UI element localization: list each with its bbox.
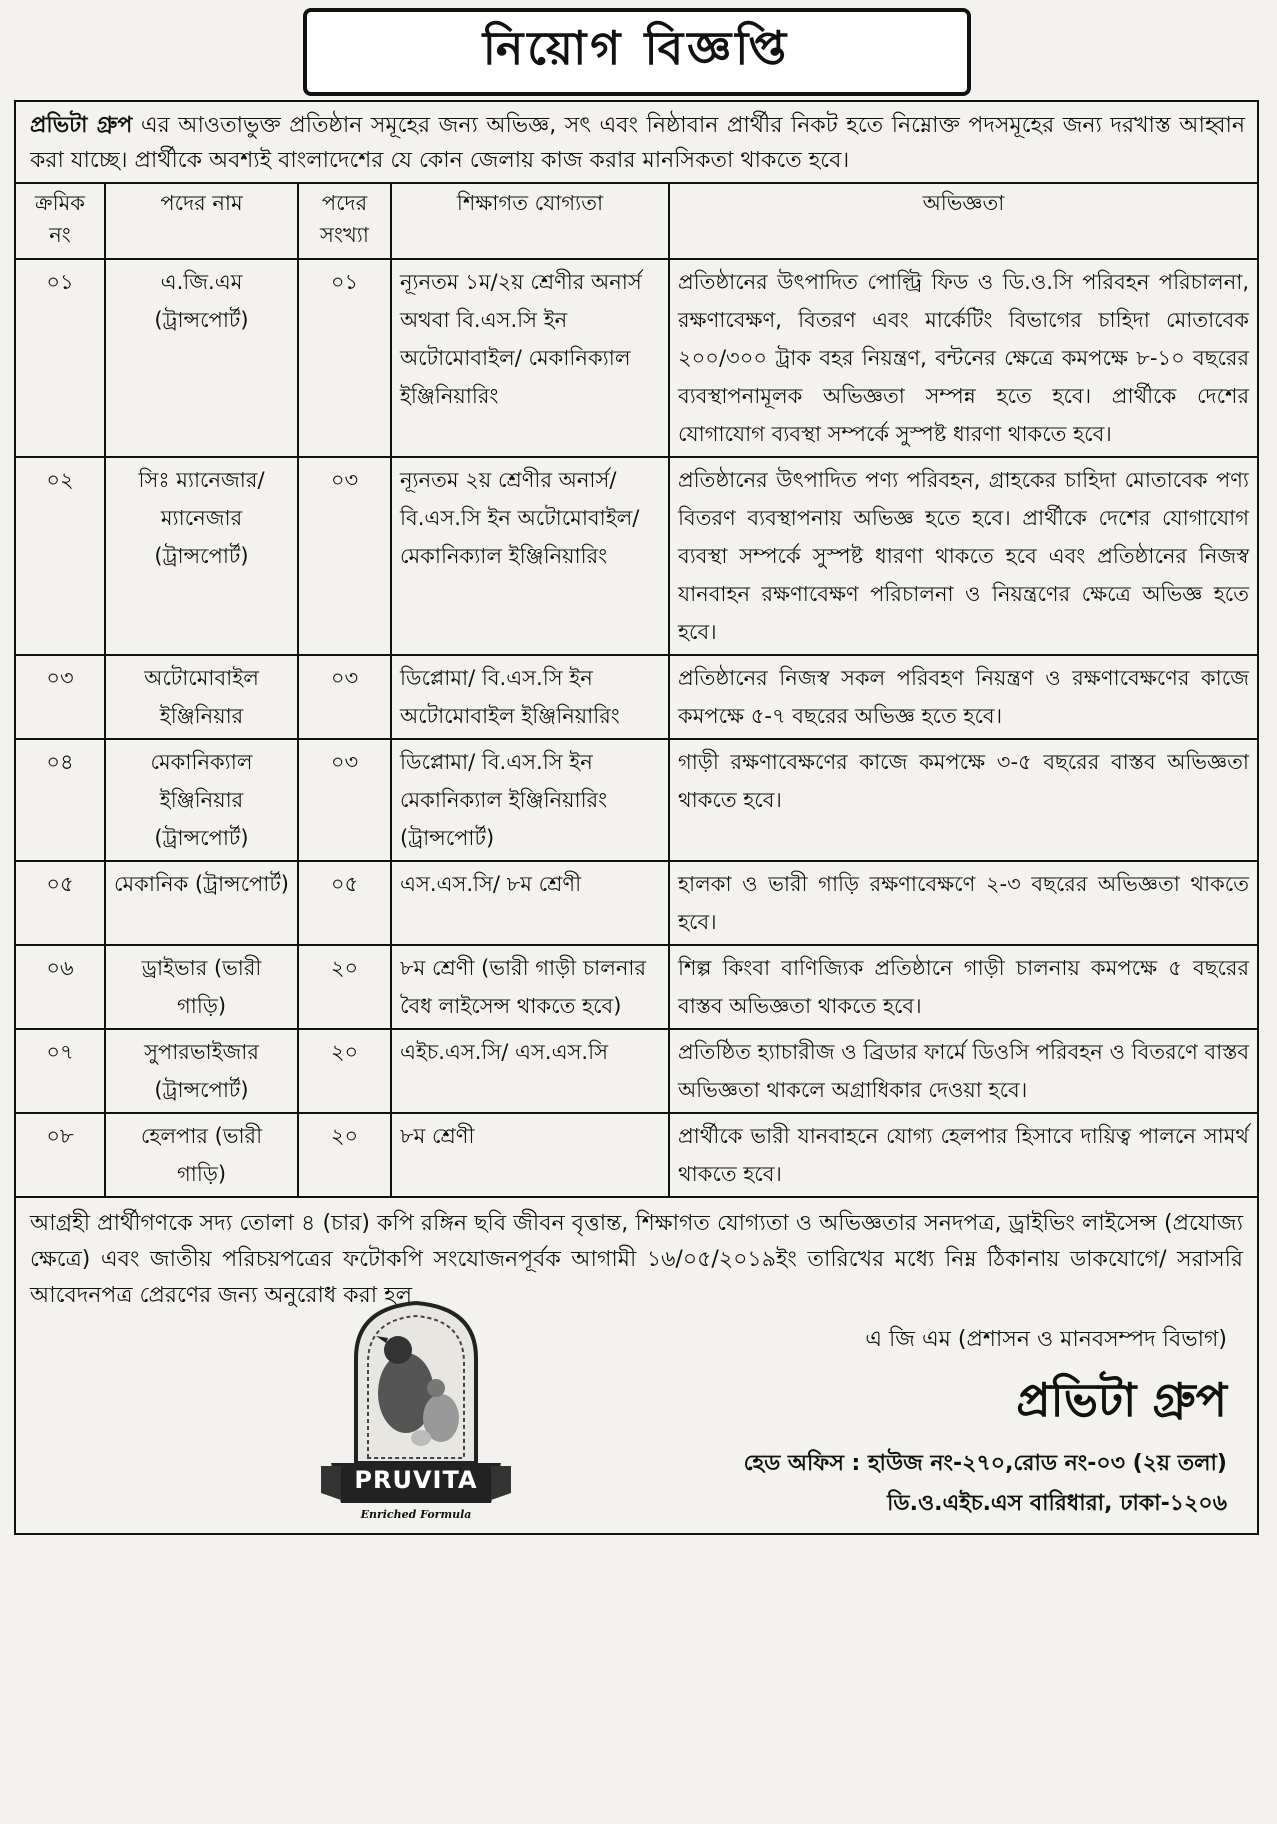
table-row [16,1029,1257,1113]
row-experience: প্রার্থীকে ভারী যানবাহনে যোগ্য হেলপার হিসাবে দায়িত্ব পালনে সামর্থ থাকতে হবে। [669,1113,1257,1197]
table-row [16,945,1257,1029]
logo-emblem-icon [316,1288,516,1533]
row-count: ০৫ [298,861,391,945]
row-post: মেকানিক (ট্রান্সপোর্ট) [105,861,298,945]
row-count: ০৩ [298,457,391,655]
table-row [16,457,1257,655]
intro-paragraph [16,102,1257,182]
address-line-1: হেড অফিস : হাউজ নং-২৭০,রোড নং-০৩ (২য় তলা) [743,1451,1227,1476]
row-experience: প্রতিষ্ঠানের উৎপাদিত পণ্য পরিবহন, গ্রাহকের চাহিদা মোতাবেক পণ্য বিতরণ ব্যবস্থাপনায় অভিজ্ঞ হতে হবে। প্রার্থীকে দেশের যোগাযোগ ব্যবস্থা সম্পর্কে সুস্পষ্ট ধারণা থাকতে হবে এবং প্রতিষ্ঠানের নিজস্ব যানবাহন রক্ষণাবেক্ষণ পরিচালনা ও নিয়ন্ত্রণের ক্ষেত্রে অভিজ্ঞ হতে হবে। [669,457,1257,655]
row-education: এস.এস.সি/ ৮ম শ্রেণী [391,861,669,945]
row-education: ৮ম শ্রেণী (ভারী গাড়ী চালনার বৈধ লাইসেন্স থাকতে হবে) [391,945,669,1029]
row-post: ড্রাইভার (ভারী গাড়ি) [105,945,298,1029]
header-serial: ক্রমিক নং [16,183,105,259]
row-experience: গাড়ী রক্ষণাবেক্ষণের কাজে কমপক্ষে ৩-৫ বছরের বাস্তব অভিজ্ঞতা থাকতে হবে। [669,739,1257,861]
table-row [16,739,1257,861]
row-post: সিঃ ম্যানেজার/ ম্যানেজার (ট্রান্সপোর্ট) [105,457,298,655]
row-serial: ০৭ [16,1029,105,1113]
row-experience: প্রতিষ্ঠানের নিজস্ব সকল পরিবহণ নিয়ন্ত্রণ ও রক্ষণাবেক্ষণের কাজে কমপক্ষে ৫-৭ বছরের অভিজ্ঞ হতে হবে। [669,655,1257,739]
row-serial: ০৬ [16,945,105,1029]
row-experience: শিল্প কিংবা বাণিজ্যিক প্রতিষ্ঠানে গাড়ী চালনায় কমপক্ষে ৫ বছরের বাস্তব অভিজ্ঞতা থাকতে হবে। [669,945,1257,1029]
row-serial: ০৫ [16,861,105,945]
table-row [16,1113,1257,1197]
provita-logo [316,1288,516,1533]
row-experience: হালকা ও ভারী গাড়ি রক্ষণাবেক্ষণে ২-৩ বছরের অভিজ্ঞতা থাকতে হবে। [669,861,1257,945]
row-education: ন্যূনতম ২য় শ্রেণীর অনার্স/বি.এস.সি ইন অটোমোবাইল/ মেকানিক্যাল ইঞ্জিনিয়ারিং [391,457,669,655]
intro-company: প্রভিটা গ্রুপ [30,113,133,138]
row-post: মেকানিক্যাল ইঞ্জিনিয়ার (ট্রান্সপোর্ট) [105,739,298,861]
row-count: ০১ [298,259,391,457]
header-count: পদের সংখ্যা [298,183,391,259]
row-education: ন্যূনতম ১ম/২য় শ্রেণীর অনার্স অথবা বি.এস.সি ইন অটোমোবাইল/ মেকানিক্যাল ইঞ্জিনিয়ারিং [391,259,669,457]
header-post: পদের নাম [105,183,298,259]
row-serial: ০৪ [16,739,105,861]
row-count: ২০ [298,1029,391,1113]
row-count: ০৩ [298,739,391,861]
row-education: এইচ.এস.সি/ এস.এস.সি [391,1029,669,1113]
row-post: হেলপার (ভারী গাড়ি) [105,1113,298,1197]
jobs-table [16,182,1257,1198]
row-serial: ০২ [16,457,105,655]
table-header-row [16,183,1257,259]
address-line-2: ডি.ও.এইচ.এস বারিধারা, ঢাকা-১২০৬ [887,1491,1227,1516]
row-count: ২০ [298,945,391,1029]
table-row [16,655,1257,739]
row-count: ২০ [298,1113,391,1197]
page-title: নিয়োগ বিজ্ঞপ্তি [482,21,791,75]
intro-text: এর আওতাভুক্ত প্রতিষ্ঠান সমূহের জন্য অভিজ্ঞ, সৎ এবং নিষ্ঠাবান প্রার্থীর নিকট হতে নিম্নোক্ত পদসমূহের জন্য দরখাস্ত আহ্বান করা যাচ্ছে। প্রার্থীকে অবশ্যই বাংলাদেশের যে কোন জেলায় কাজ করার মানসিকতা থাকতে হবে। [30,113,1245,173]
row-serial: ০১ [16,259,105,457]
row-serial: ০৮ [16,1113,105,1197]
header-experience: অভিজ্ঞতা [669,183,1257,259]
circular-frame [14,100,1259,1535]
row-education: ৮ম শ্রেণী [391,1113,669,1197]
table-row [16,259,1257,457]
row-post: অটোমোবাইল ইঞ্জিনিয়ার [105,655,298,739]
logo-brand-name: PRUVITA [354,1466,478,1494]
row-post: সুপারভাইজার (ট্রান্সপোর্ট) [105,1029,298,1113]
title-banner [303,8,971,96]
row-serial: ০৩ [16,655,105,739]
signatory-title: এ জি এম (প্রশাসন ও মানবসম্পদ বিভাগ) [865,1327,1227,1352]
row-count: ০৩ [298,655,391,739]
table-row [16,861,1257,945]
row-education: ডিপ্লোমা/ বি.এস.সি ইন মেকানিক্যাল ইঞ্জিনিয়ারিং (ট্রান্সপোর্ট) [391,739,669,861]
signature-block [16,1318,1257,1533]
row-experience: প্রতিষ্ঠানের উৎপাদিত পোল্ট্রি ফিড ও ডি.ও.সি পরিবহন পরিচালনা, রক্ষণাবেক্ষণ, বিতরণ এবং মার্কেটিং বিভাগের চাহিদা মোতাবেক ২০০/৩০০ ট্রাক বহর নিয়ন্ত্রণ, বন্টনের ক্ষেত্রে কমপক্ষে ৮-১০ বছরের ব্যবস্থাপনামূলক অভিজ্ঞতা সম্পন্ন হতে হবে। প্রার্থীকে দেশের যোগাযোগ ব্যবস্থা সম্পর্কে সুস্পষ্ট ধারণা থাকতে হবে। [669,259,1257,457]
row-experience: প্রতিষ্ঠিত হ্যাচারীজ ও ব্রিডার ফার্মে ডিওসি পরিবহন ও বিতরণে বাস্তব অভিজ্ঞতা থাকলে অগ্রাধিকার দেওয়া হবে। [669,1029,1257,1113]
header-education: শিক্ষাগত যোগ্যতা [391,183,669,259]
application-instructions: আগ্রহী প্রার্থীগণকে সদ্য তোলা ৪ (চার) কপি রঙ্গিন ছবি জীবন বৃত্তান্ত, শিক্ষাগত যোগ্যতা ও অভিজ্ঞতার সনদপত্র, ড্রাইভিং লাইসেন্স (প্রযোজ্য ক্ষেত্রে) এবং জাতীয় পরিচয়পত্রের ফটোকপি সংযোজনপূর্বক আগামী ১৬/০৫/২০১৯ইং তারিখের মধ্যে নিম্ন ঠিকানায় ডাকযোগে/ সরাসরি আবেদনপত্র প্রেরণের জন্য অনুরোধ করা হল [30,1211,1243,1308]
logo-tagline: Enriched Formula [360,1508,472,1521]
row-post: এ.জি.এম (ট্রান্সপোর্ট) [105,259,298,457]
company-name: প্রভিটা গ্রুপ [1016,1373,1227,1427]
row-education: ডিপ্লোমা/ বি.এস.সি ইন অটোমোবাইল ইঞ্জিনিয়ারিং [391,655,669,739]
